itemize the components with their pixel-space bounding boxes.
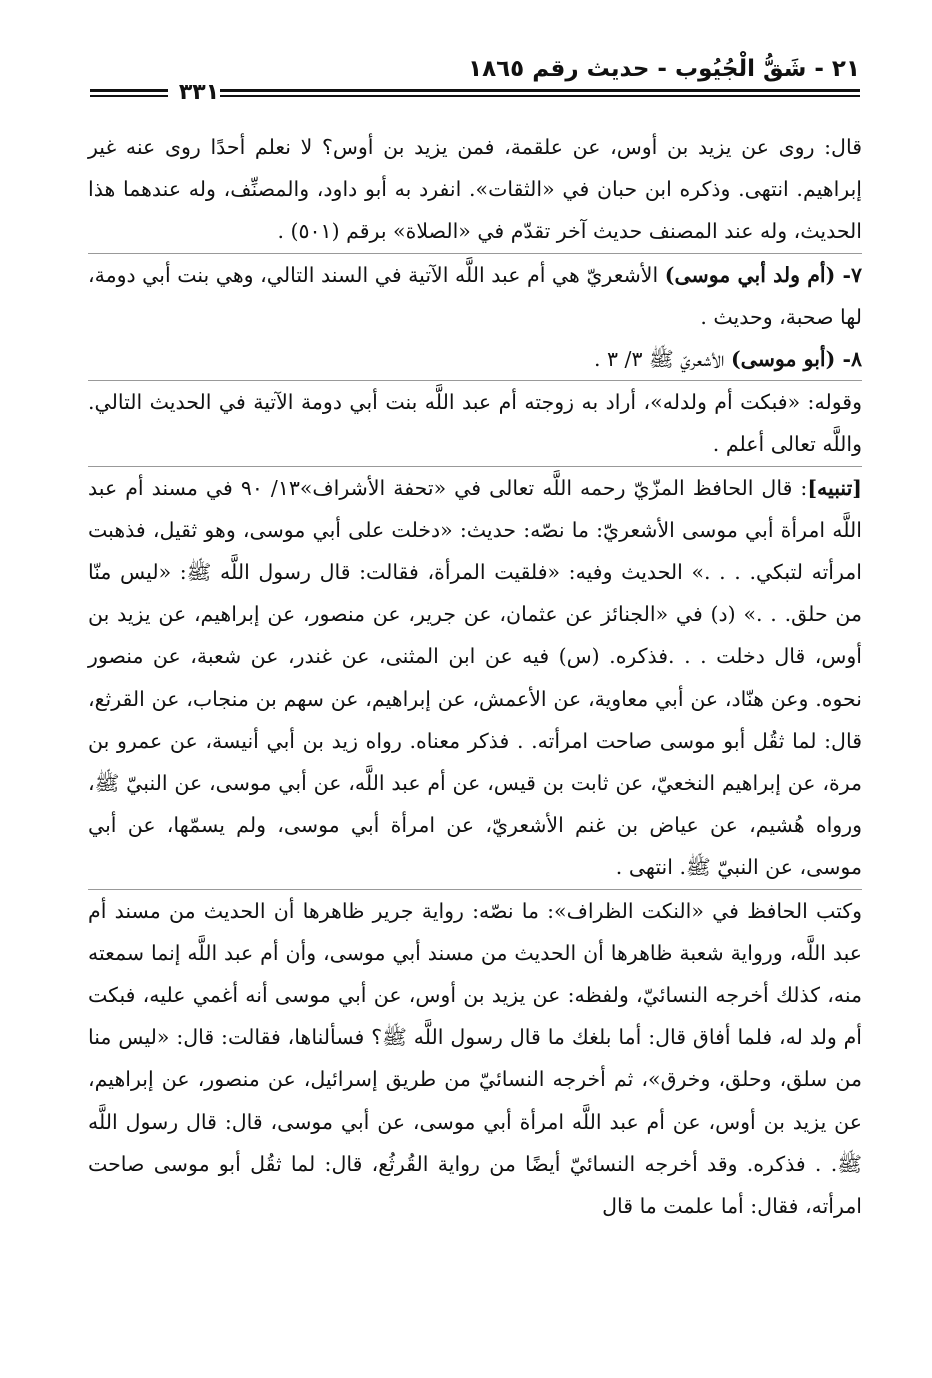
rule-line-thin	[220, 95, 860, 97]
header-title: ٢١ - شَقُّ الْجُيُوب - حديث رقم ١٨٦٥	[468, 56, 860, 82]
paragraph	[88, 338, 862, 380]
paragraph	[88, 466, 862, 889]
paragraph	[88, 126, 862, 253]
rule-line-thick	[90, 89, 168, 92]
paragraph-lead: ٧- (أم ولد أبي موسى)	[664, 262, 862, 287]
paragraph	[88, 380, 862, 465]
paragraph-text: قال: روى عن يزيد بن أوس، عن علقمة، فمن يزيد بن أوس؟ لا نعلم أحدًا روى عنه غير إبراهيم. انتهى. وذكره ابن حبان في «الثقات». انفرد به أبو داود، والمصنِّف، وله عندهما هذا الحديث، وله عند المصنف حديث آخر تقدّم في «الصلاة» برقم (٥٠١) .	[88, 135, 862, 244]
paragraph-lead: [تنبيه]	[807, 475, 862, 500]
paragraph	[88, 253, 862, 338]
paragraph-text: وكتب الحافظ في «النكت الظراف»: ما نصّه: رواية جرير ظاهرها أن الحديث من مسند أم عبد اللَّه، ورواية شعبة ظاهرها أن الحديث من مسند أبي موسى، وأن أم عبد اللَّه إنما سمعته منه، كذلك أخرجه النسائيّ، ولفظه: عن يزيد بن أوس، عن أبي موسى أنه أغمي عليه، فبكت أم ولد له، فلما أفاق قال: أما بلغك ما قال رسول اللَّه ﷺ؟ فسألناها، فقالت: قال: «ليس منا من سلق، وحلق، وخرق»، ثم أخرجه النسائيّ من طريق إسرائيل، عن منصور، عن إبراهيم، عن يزيد بن أوس، عن أم عبد اللَّه امرأة أبي موسى، عن أبي موسى، قال: قال رسول اللَّه ﷺ. . فذكره. وقد أخرجه النسائيّ أيضًا من رواية القُرثُع، قال: لما ثقُل أبو موسى صاحت امرأته، فقال: أما علمت ما قال	[88, 898, 862, 1219]
paragraph-lead: ٨- (أبو موسى)	[730, 347, 862, 372]
paragraph	[88, 889, 862, 1228]
page-number: ٣٣١	[178, 80, 220, 105]
rule-line-thin	[90, 95, 168, 97]
body-text	[88, 126, 862, 1227]
paragraph-text: الأشعريّ ﷺ ٣/ ٣ .	[593, 347, 731, 372]
paragraph-text: : قال الحافظ المزّيّ رحمه اللَّه تعالى في «تحفة الأشراف»١٣/ ٩٠ في مسند أم عبد اللَّه امرأة أبي موسى الأشعريّ: ما نصّه: حديث: «دخلت على أبي موسى، وهو ثقيل، فذهبت امرأته لتبكي. . . .» الحديث وفيه: «فلقيت المرأة، فقالت: قال رسول اللَّه ﷺ: «ليس منّا من حلق. . .» (د) في «الجنائز عن عثمان، عن جرير، عن منصور، عن إبراهيم، عن يزيد بن أوس، قال دخلت . . .فذكره. (س) فيه عن ابن المثنى، عن غندر، عن شعبة، عن منصور نحوه. وعن هنّاد، عن أبي معاوية، عن الأعمش، عن إبراهيم، عن سهم بن منجاب، عن القرثع، قال: لما ثقُل أبو موسى صاحت امرأته. . فذكر معناه. رواه زيد بن أبي أنيسة، عن عمرو بن مرة، عن إبراهيم النخعيّ، عن ثابت بن قيس، عن أم عبد اللَّه، عن أبي موسى، عن النبيّ ﷺ، ورواه هُشيم، عن عياض بن غنم الأشعريّ، عن امرأة أبي موسى، ولم يسمّها، عن أبي موسى، عن النبيّ ﷺ. انتهى .	[88, 475, 862, 880]
rule-line-thick	[220, 89, 860, 92]
paragraph-text: الأشعريّ هي أم عبد اللَّه الآتية في السند التالي، وهي بنت أبي دومة، لها صحبة، وحديث .	[88, 262, 862, 329]
paragraph-text: وقوله: «فبكت أم ولدله»، أراد به زوجته أم عبد اللَّه بنت أبي دومة الآتية في الحديث التالي. واللَّه تعالى أعلم .	[88, 390, 862, 457]
running-header	[90, 56, 860, 108]
